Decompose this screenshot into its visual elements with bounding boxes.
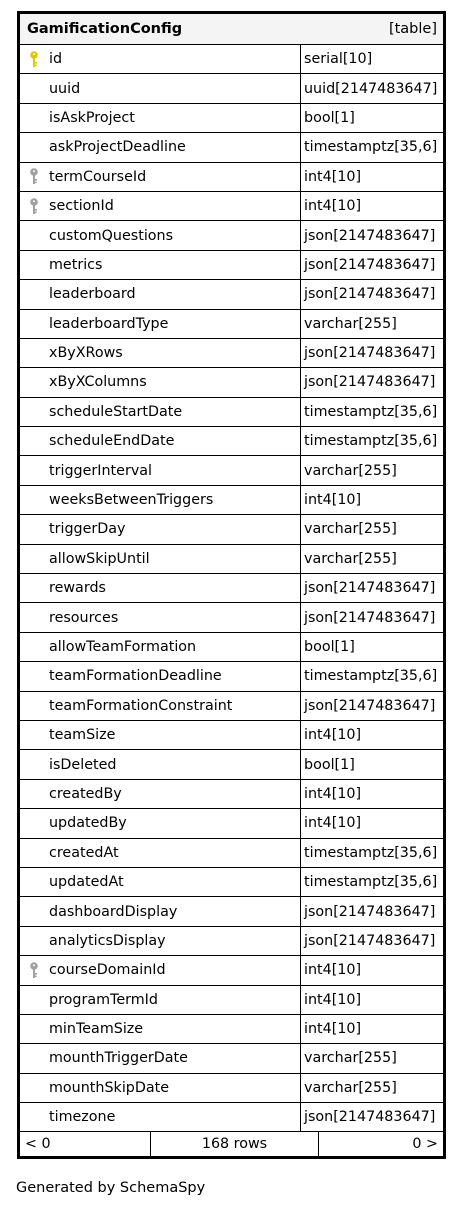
column-name: isAskProject	[49, 109, 135, 126]
table-row	[20, 1074, 443, 1103]
column-name: isDeleted	[49, 756, 117, 773]
column-name-cell	[20, 486, 301, 514]
key-spacer	[27, 285, 40, 303]
column-type: int4[10]	[304, 962, 362, 979]
column-name: courseDomainId	[49, 962, 166, 979]
column-type: bool[1]	[304, 756, 355, 773]
key-spacer	[27, 697, 40, 715]
column-name-cell	[20, 427, 301, 455]
column-name: programTermId	[49, 991, 158, 1008]
table-row	[20, 74, 443, 103]
key-spacer	[27, 991, 40, 1009]
table-row	[20, 486, 443, 515]
table-row	[20, 1015, 443, 1044]
column-name-cell	[20, 1015, 301, 1043]
column-name-cell	[20, 956, 301, 984]
table-row	[20, 310, 443, 339]
key-spacer	[27, 403, 40, 421]
table-row	[20, 986, 443, 1015]
column-name-cell	[20, 280, 301, 308]
column-type: varchar[255]	[304, 1079, 397, 1096]
column-type: json[2147483647]	[304, 580, 436, 597]
table-row	[20, 45, 443, 74]
foreign-key-icon	[27, 168, 40, 186]
key-spacer	[27, 373, 40, 391]
column-name-cell	[20, 868, 301, 896]
table-row	[20, 427, 443, 456]
key-spacer	[27, 80, 40, 98]
column-name-cell	[20, 633, 301, 661]
foreign-key-icon	[27, 197, 40, 215]
table-row	[20, 456, 443, 485]
column-name: scheduleStartDate	[49, 403, 183, 420]
table-row	[20, 1044, 443, 1073]
column-type: uuid[2147483647]	[304, 80, 438, 97]
column-type: json[2147483647]	[304, 286, 436, 303]
column-name-cell	[20, 839, 301, 867]
column-name-cell	[20, 368, 301, 396]
column-type: timestamptz[35,6]	[304, 844, 438, 861]
key-spacer	[27, 462, 40, 480]
column-name: resources	[49, 609, 119, 626]
column-name: leaderboardType	[49, 315, 169, 332]
column-type: varchar[255]	[304, 315, 397, 332]
key-spacer	[27, 726, 40, 744]
column-name-cell	[20, 750, 301, 778]
column-name-cell	[20, 398, 301, 426]
column-name: analyticsDisplay	[49, 932, 166, 949]
table-row	[20, 868, 443, 897]
key-spacer	[27, 432, 40, 450]
table-footer	[20, 1132, 443, 1156]
column-name-cell	[20, 1074, 301, 1102]
column-type: json[2147483647]	[304, 227, 436, 244]
table-row	[20, 780, 443, 809]
column-name-cell	[20, 927, 301, 955]
column-name: minTeamSize	[49, 1021, 144, 1038]
column-type: json[2147483647]	[304, 345, 436, 362]
column-type: json[2147483647]	[304, 609, 436, 626]
key-spacer	[27, 1079, 40, 1097]
key-spacer	[27, 491, 40, 509]
generated-by-credit: Generated by SchemaSpy	[16, 1180, 206, 1196]
column-name: askProjectDeadline	[49, 139, 186, 156]
column-type: int4[10]	[304, 492, 362, 509]
column-type: json[2147483647]	[304, 697, 436, 714]
key-spacer	[27, 256, 40, 274]
key-spacer	[27, 520, 40, 538]
column-name: teamFormationConstraint	[49, 697, 233, 714]
foreign-key-icon	[27, 961, 40, 979]
column-name: leaderboard	[49, 286, 136, 303]
column-name-cell	[20, 310, 301, 338]
column-name-cell	[20, 662, 301, 690]
table-row	[20, 721, 443, 750]
key-spacer	[27, 138, 40, 156]
column-name: updatedBy	[49, 815, 127, 832]
table-row	[20, 221, 443, 250]
column-type: varchar[255]	[304, 462, 397, 479]
key-spacer	[27, 1108, 40, 1126]
key-spacer	[27, 1049, 40, 1067]
column-name-cell	[20, 45, 301, 73]
column-type: varchar[255]	[304, 521, 397, 538]
column-name-cell	[20, 515, 301, 543]
column-name: dashboardDisplay	[49, 903, 178, 920]
table-row	[20, 163, 443, 192]
table-row	[20, 692, 443, 721]
key-spacer	[27, 932, 40, 950]
column-type: int4[10]	[304, 168, 362, 185]
column-name-cell	[20, 1103, 301, 1131]
column-type: timestamptz[35,6]	[304, 433, 438, 450]
column-name: mounthTriggerDate	[49, 1050, 188, 1067]
column-name-cell	[20, 780, 301, 808]
table-row	[20, 104, 443, 133]
column-name-cell	[20, 692, 301, 720]
prev-count: < 0	[20, 1132, 151, 1156]
column-type: varchar[255]	[304, 1050, 397, 1067]
column-name: allowSkipUntil	[49, 550, 150, 567]
table-row	[20, 192, 443, 221]
column-name-cell	[20, 986, 301, 1014]
column-name: rewards	[49, 580, 106, 597]
column-type: bool[1]	[304, 109, 355, 126]
key-spacer	[27, 550, 40, 568]
column-name: teamSize	[49, 727, 116, 744]
column-name-cell	[20, 339, 301, 367]
column-name-cell	[20, 221, 301, 249]
column-name-cell	[20, 251, 301, 279]
column-type: json[2147483647]	[304, 932, 436, 949]
column-name: xByXRows	[49, 345, 123, 362]
column-type: json[2147483647]	[304, 374, 436, 391]
column-name: mounthSkipDate	[49, 1079, 170, 1096]
column-type: timestamptz[35,6]	[304, 874, 438, 891]
column-name: metrics	[49, 256, 103, 273]
column-name: termCourseId	[49, 168, 147, 185]
column-name-cell	[20, 456, 301, 484]
column-name-cell	[20, 192, 301, 220]
table-row	[20, 574, 443, 603]
column-name: timezone	[49, 1109, 116, 1126]
table-kind: [table]	[388, 21, 437, 37]
table-row	[20, 633, 443, 662]
column-name: xByXColumns	[49, 374, 147, 391]
column-name-cell	[20, 74, 301, 102]
table-row	[20, 750, 443, 779]
column-name: allowTeamFormation	[49, 639, 197, 655]
column-type: int4[10]	[304, 198, 362, 215]
column-name: triggerInterval	[49, 462, 153, 479]
key-spacer	[27, 315, 40, 333]
column-name-cell	[20, 574, 301, 602]
key-spacer	[27, 579, 40, 597]
column-name: triggerDay	[49, 521, 126, 538]
column-name: customQuestions	[49, 227, 174, 244]
key-spacer	[27, 756, 40, 774]
column-type: int4[10]	[304, 1021, 362, 1038]
column-type: json[2147483647]	[304, 256, 436, 273]
column-type: json[2147483647]	[304, 903, 436, 920]
column-type: int4[10]	[304, 785, 362, 802]
table-row	[20, 339, 443, 368]
column-type: serial[10]	[304, 51, 373, 68]
column-name-cell	[20, 1044, 301, 1072]
table-row	[20, 839, 443, 868]
column-type: bool[1]	[304, 639, 355, 655]
table-row	[20, 956, 443, 985]
table-row	[20, 545, 443, 574]
column-type: timestamptz[35,6]	[304, 668, 438, 685]
row-count: 168 rows	[151, 1132, 319, 1156]
table-row	[20, 927, 443, 956]
key-spacer	[27, 609, 40, 627]
table-row	[20, 603, 443, 632]
table-row	[20, 1103, 443, 1132]
column-name: updatedAt	[49, 874, 124, 891]
table-row	[20, 398, 443, 427]
column-type: varchar[255]	[304, 550, 397, 567]
column-type: timestamptz[35,6]	[304, 139, 438, 156]
key-spacer	[27, 227, 40, 245]
table-row	[20, 133, 443, 162]
column-name-cell	[20, 133, 301, 161]
primary-key-icon	[27, 50, 40, 68]
table-row	[20, 368, 443, 397]
column-name: teamFormationDeadline	[49, 668, 222, 685]
table-row	[20, 251, 443, 280]
column-name: scheduleEndDate	[49, 433, 175, 450]
column-type: int4[10]	[304, 991, 362, 1008]
column-name-cell	[20, 104, 301, 132]
column-name-cell	[20, 603, 301, 631]
key-spacer	[27, 1020, 40, 1038]
table-row	[20, 280, 443, 309]
key-spacer	[27, 814, 40, 832]
column-type: json[2147483647]	[304, 1109, 436, 1126]
table-header	[20, 14, 443, 45]
key-spacer	[27, 873, 40, 891]
column-name-cell	[20, 163, 301, 191]
key-spacer	[27, 109, 40, 127]
table-row	[20, 897, 443, 926]
key-spacer	[27, 785, 40, 803]
column-name-cell	[20, 897, 301, 925]
table-name: GamificationConfig	[27, 21, 183, 37]
column-name: createdBy	[49, 785, 122, 802]
key-spacer	[27, 903, 40, 921]
column-type: timestamptz[35,6]	[304, 403, 438, 420]
column-name-cell	[20, 809, 301, 837]
column-name: uuid	[49, 80, 81, 97]
column-list	[20, 45, 443, 1132]
key-spacer	[27, 667, 40, 685]
column-name: id	[49, 51, 63, 68]
key-spacer	[27, 844, 40, 862]
table-row	[20, 662, 443, 691]
column-type: int4[10]	[304, 727, 362, 744]
key-spacer	[27, 344, 40, 362]
column-name: sectionId	[49, 198, 114, 215]
column-name: weeksBetweenTriggers	[49, 492, 214, 509]
column-type: int4[10]	[304, 815, 362, 832]
table-box	[17, 11, 446, 1159]
next-count: 0 >	[412, 1136, 438, 1153]
key-spacer	[27, 638, 40, 656]
table-row	[20, 515, 443, 544]
column-name-cell	[20, 721, 301, 749]
column-name-cell	[20, 545, 301, 573]
table-row	[20, 809, 443, 838]
column-name: createdAt	[49, 844, 119, 861]
